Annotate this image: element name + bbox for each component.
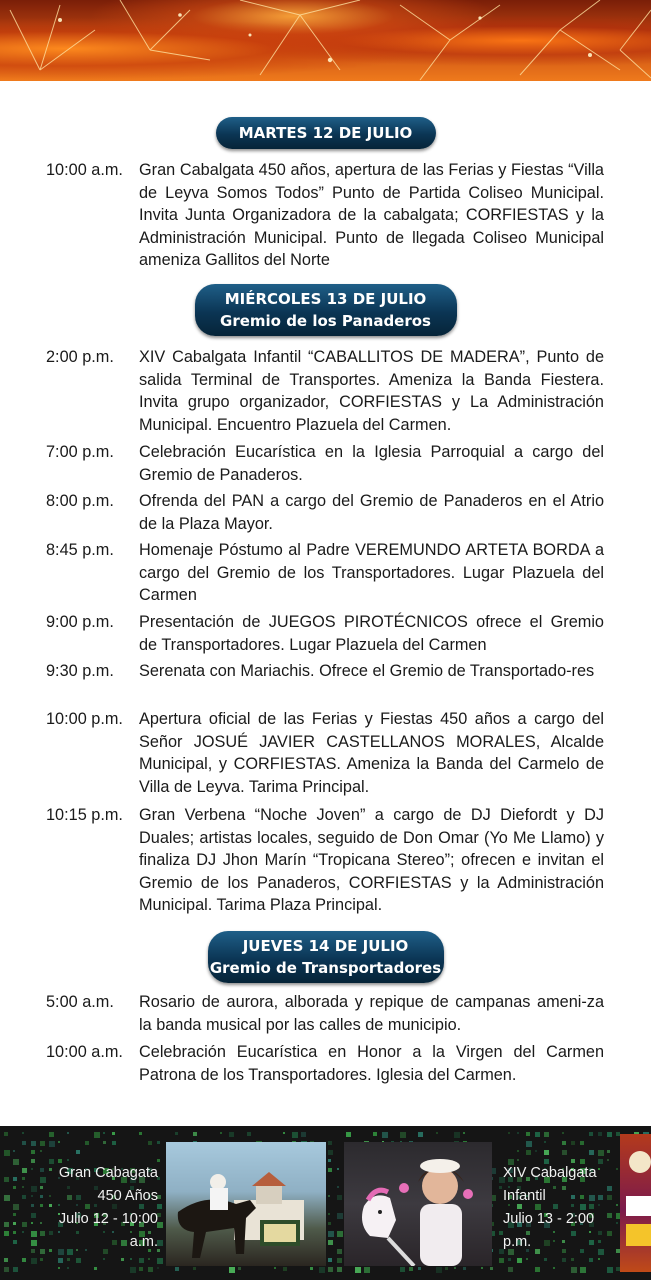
decor-dot: [31, 1231, 37, 1237]
decor-dot: [4, 1231, 9, 1236]
decor-dot: [94, 1267, 97, 1270]
event-description: Apertura oficial de las Ferias y Fiestas 450 años a cargo del Señor JOSUÉ JAVIER CASTELLANOS MORALES, Alcalde Municipal, y CORFIESTAS. Ameniza la Banda del Carmelo de Villa de Leyva. Tarima Principal.: [139, 710, 604, 796]
decor-dot: [400, 1267, 405, 1272]
decor-dot: [4, 1267, 9, 1272]
decor-dot: [31, 1150, 35, 1154]
fireworks-banner: [0, 0, 651, 81]
event-time: 7:00 p.m.: [46, 443, 114, 461]
decor-dot: [13, 1222, 16, 1225]
decor-dot: [616, 1204, 618, 1206]
decor-dot: [580, 1141, 584, 1145]
promo-line: Julio 12 - 10:00 a.m.: [58, 1211, 158, 1250]
decor-dot: [328, 1258, 332, 1262]
decor-dot: [76, 1150, 80, 1154]
decor-dot: [310, 1267, 313, 1270]
schedule-row: [46, 490, 604, 535]
decor-dot: [589, 1132, 593, 1136]
schedule-row: [46, 159, 604, 272]
promo-line: Julio 13 - 2:00 p.m.: [503, 1211, 595, 1250]
decor-dot: [328, 1240, 333, 1245]
decor-dot: [31, 1240, 37, 1246]
decor-dot: [193, 1132, 197, 1136]
event-time: 9:30 p.m.: [46, 662, 114, 680]
day-subtitle: Gremio de los Panaderos: [220, 312, 431, 330]
decor-dot: [616, 1168, 618, 1170]
decor-dot: [562, 1141, 566, 1145]
event-description: Gran Cabalgata 450 años, apertura de las Ferias y Fiestas “Villa de Leyva Somos Todos” Punto de Partida Coliseo Municipal. Invita Junta Organizadora de la cabalgata; CORFIESTAS y la Administración Municipal. Punto de llegada Coliseo Municipal ameniza Gallitos del Norte: [139, 161, 604, 270]
decor-dot: [13, 1204, 19, 1210]
decor-dot: [22, 1258, 26, 1262]
decor-dot: [337, 1168, 339, 1170]
decor-dot: [562, 1258, 566, 1262]
promo-line: 450 Años: [97, 1188, 158, 1204]
decor-dot: [220, 1132, 222, 1134]
decor-dot: [103, 1141, 106, 1144]
photo-horse-rider: [166, 1142, 326, 1266]
decor-dot: [607, 1267, 613, 1273]
decor-dot: [526, 1141, 532, 1147]
decor-dot: [373, 1132, 377, 1136]
decor-dot: [418, 1132, 423, 1137]
decor-dot: [409, 1267, 413, 1271]
decor-dot: [517, 1132, 519, 1134]
decor-dot: [4, 1195, 10, 1201]
decor-dot: [148, 1267, 153, 1272]
promo-strip: [0, 1126, 651, 1280]
decor-dot: [85, 1141, 89, 1145]
decor-dot: [31, 1204, 34, 1207]
decor-dot: [58, 1258, 63, 1263]
event-description: Celebración Eucarística en Honor a la Virgen del Carmen Patrona de los Transportadores. Iglesia del Carmen.: [139, 1043, 604, 1084]
decor-dot: [130, 1258, 132, 1260]
event-time: 10:00 p.m.: [46, 710, 123, 728]
decor-dot: [13, 1213, 16, 1216]
decor-dot: [274, 1267, 276, 1269]
decor-dot: [31, 1213, 36, 1218]
event-description: Presentación de JUEGOS PIROTÉCNICOS ofrece el Gremio de Transportadores. Lugar Plazuela del Carmen: [139, 613, 604, 654]
decor-dot: [337, 1258, 342, 1263]
decor-dot: [535, 1132, 540, 1137]
day-title: MIÉRCOLES 13 DE JULIO: [224, 290, 427, 308]
event-time: 2:00 p.m.: [46, 348, 114, 366]
decor-dot: [13, 1177, 17, 1181]
event-time: 10:15 p.m.: [46, 806, 123, 824]
decor-dot: [571, 1258, 574, 1261]
decor-dot: [175, 1132, 178, 1135]
decor-dot: [337, 1267, 342, 1272]
decor-dot: [67, 1258, 70, 1261]
decor-dot: [616, 1222, 618, 1224]
decor-dot: [526, 1258, 528, 1260]
decor-dot: [31, 1141, 36, 1146]
decor-dot: [328, 1150, 333, 1155]
schedule-row: [46, 991, 604, 1036]
decor-dot: [535, 1267, 540, 1272]
fireworks-sparks: [0, 0, 651, 81]
decor-dot: [31, 1168, 33, 1170]
schedule-row: [46, 660, 604, 683]
decor-dot: [607, 1132, 612, 1137]
decor-dot: [31, 1258, 37, 1264]
decor-dot: [337, 1186, 339, 1188]
decor-dot: [553, 1267, 555, 1269]
decor-dot: [67, 1132, 69, 1134]
poster-edge: [620, 1134, 651, 1272]
decor-dot: [436, 1267, 442, 1273]
decor-dot: [40, 1258, 43, 1261]
event-description: Rosario de aurora, alborada y repique de campanas ameni-za la banda musical por las calles de municipio.: [139, 993, 604, 1034]
day-title: JUEVES 14 DE JULIO: [242, 937, 409, 955]
event-time: 8:00 p.m.: [46, 492, 114, 510]
decor-dot: [571, 1267, 577, 1273]
decor-dot: [31, 1222, 33, 1224]
schedule-row: [46, 441, 604, 486]
event-description: Celebración Eucarística en la Iglesia Parroquial a cargo del Gremio de Panaderos.: [139, 443, 604, 484]
day-header-miercoles: [195, 284, 457, 336]
decor-dot: [76, 1258, 81, 1263]
decor-dot: [13, 1267, 18, 1272]
decor-dot: [562, 1150, 567, 1155]
day-subtitle: Gremio de Transportadores: [209, 959, 442, 977]
event-time: 10:00 a.m.: [46, 161, 123, 179]
decor-dot: [337, 1213, 343, 1219]
decor-dot: [40, 1150, 42, 1152]
decor-dot: [130, 1267, 136, 1273]
decor-dot: [517, 1150, 519, 1152]
schedule-row: [46, 346, 604, 436]
decor-dot: [328, 1231, 334, 1237]
day-title: MARTES 12 DE JULIO: [238, 124, 413, 142]
decor-dot: [67, 1267, 69, 1269]
decor-dot: [49, 1141, 55, 1147]
decor-dot: [103, 1132, 105, 1134]
decor-dot: [355, 1267, 361, 1273]
decor-dot: [4, 1177, 9, 1182]
decor-dot: [607, 1150, 610, 1153]
decor-dot: [499, 1258, 504, 1263]
decor-dot: [526, 1150, 531, 1155]
decor-dot: [31, 1195, 33, 1197]
decor-dot: [13, 1186, 16, 1189]
decor-dot: [328, 1222, 331, 1225]
promo-cabalgata-text: [40, 1162, 158, 1254]
decor-dot: [4, 1132, 8, 1136]
decor-dot: [139, 1132, 142, 1135]
promo-line: Infantil: [503, 1188, 546, 1204]
decor-dot: [148, 1258, 150, 1260]
decor-dot: [463, 1132, 465, 1134]
decor-dot: [22, 1231, 24, 1233]
decor-dot: [13, 1240, 17, 1244]
decor-dot: [328, 1141, 332, 1145]
decor-dot: [580, 1267, 586, 1273]
decor-dot: [517, 1159, 519, 1161]
decor-dot: [562, 1132, 564, 1134]
decor-dot: [346, 1132, 351, 1137]
photo-child-toy-horse: [344, 1142, 492, 1266]
decor-dot: [598, 1258, 600, 1260]
decor-dot: [283, 1132, 285, 1134]
decor-dot: [544, 1258, 547, 1261]
decor-dot: [418, 1267, 421, 1270]
decor-dot: [238, 1267, 241, 1270]
decor-dot: [337, 1249, 342, 1254]
decor-dot: [4, 1258, 8, 1262]
day-header-martes: [216, 117, 436, 149]
decor-dot: [544, 1150, 549, 1155]
decor-dot: [103, 1258, 105, 1260]
decor-dot: [13, 1159, 19, 1165]
decor-dot: [13, 1150, 15, 1152]
decor-dot: [454, 1267, 456, 1269]
decor-dot: [22, 1141, 26, 1145]
event-time: 10:00 a.m.: [46, 1043, 123, 1061]
decor-dot: [175, 1267, 179, 1271]
event-description: Serenata con Mariachis. Ofrece el Gremio de Transportado-res: [139, 662, 595, 680]
schedule-row: [46, 1041, 604, 1086]
decor-dot: [31, 1249, 35, 1253]
decor-dot: [13, 1231, 16, 1234]
decor-dot: [112, 1132, 115, 1135]
schedule-row: [46, 611, 604, 656]
promo-line: Gran Cabagata: [58, 1165, 158, 1181]
decor-dot: [157, 1267, 159, 1269]
event-description: Gran Verbena “Noche Joven” a cargo de DJ Diefordt y DJ Duales; artistas locales, seguido de Don Omar (Yo Me Llamo) y finaliza DJ Jhon Marín “Tropicana Stereo”; ofrecen e invitan el Gremio de los Panaderos, CORFIESTAS y la Administración Municipal. Tarima Plaza Principal.: [139, 806, 604, 915]
decor-dot: [49, 1132, 54, 1137]
decor-dot: [67, 1159, 69, 1161]
decor-dot: [94, 1132, 100, 1138]
decor-dot: [58, 1267, 60, 1269]
decor-dot: [22, 1186, 24, 1188]
decor-dot: [589, 1258, 593, 1262]
decor-dot: [463, 1267, 466, 1270]
decor-dot: [481, 1267, 483, 1269]
decor-dot: [607, 1159, 609, 1161]
decor-dot: [4, 1150, 10, 1156]
decor-dot: [157, 1141, 160, 1144]
decor-dot: [445, 1267, 448, 1270]
schedule-row: [46, 539, 604, 607]
decor-dot: [301, 1132, 306, 1137]
decor-dot: [292, 1132, 298, 1138]
decor-dot: [544, 1132, 549, 1137]
decor-dot: [247, 1132, 251, 1136]
decor-dot: [22, 1177, 25, 1180]
decor-dot: [22, 1132, 24, 1134]
decor-dot: [508, 1267, 513, 1272]
decor-dot: [454, 1132, 460, 1138]
decor-dot: [328, 1195, 330, 1197]
decor-dot: [328, 1267, 333, 1272]
decor-dot: [589, 1150, 594, 1155]
decor-dot: [112, 1141, 116, 1145]
decor-dot: [508, 1258, 511, 1261]
decor-dot: [544, 1141, 546, 1143]
decor-dot: [193, 1267, 196, 1270]
decor-dot: [319, 1267, 325, 1273]
decor-dot: [328, 1213, 330, 1215]
decor-dot: [148, 1141, 152, 1145]
decor-dot: [337, 1195, 342, 1200]
decor-dot: [229, 1132, 234, 1137]
decor-dot: [508, 1132, 510, 1134]
event-time: 8:45 p.m.: [46, 541, 114, 559]
decor-dot: [337, 1231, 343, 1237]
decor-dot: [31, 1159, 35, 1163]
decor-dot: [157, 1258, 163, 1264]
promo-line: XIV Cabalgata: [503, 1165, 597, 1181]
decor-dot: [598, 1132, 602, 1136]
decor-dot: [328, 1168, 332, 1172]
decor-dot: [499, 1186, 502, 1189]
decor-dot: [139, 1267, 143, 1271]
schedule-row: [46, 708, 604, 798]
event-description: Homenaje Póstumo al Padre VEREMUNDO ARTETA BORDA a cargo del Gremio de los Transportadores. Lugar Plazuela del Carmen: [139, 541, 604, 605]
decor-dot: [400, 1132, 406, 1138]
decor-dot: [22, 1195, 26, 1199]
decor-dot: [535, 1150, 537, 1152]
day-header-jueves: [208, 931, 444, 983]
schedule-row: [46, 804, 604, 917]
decor-dot: [139, 1258, 144, 1263]
decor-dot: [571, 1141, 575, 1145]
decor-dot: [58, 1141, 60, 1143]
decor-dot: [121, 1258, 124, 1261]
decor-dot: [22, 1222, 27, 1227]
decor-dot: [4, 1222, 9, 1227]
promo-infantil-text: [503, 1162, 615, 1254]
event-time: 5:00 a.m.: [46, 993, 114, 1011]
event-time: 9:00 p.m.: [46, 613, 114, 631]
event-description: Ofrenda del PAN a cargo del Gremio de Panaderos en el Atrio de la Plaza Mayor.: [139, 492, 604, 533]
decor-dot: [382, 1132, 388, 1138]
decor-dot: [364, 1267, 370, 1273]
decor-dot: [283, 1267, 287, 1271]
event-description: XIV Cabalgata Infantil “CABALLITOS DE MADERA”, Punto de salida Terminal de Transportes. Ameniza la Banda Fiestera. Invita grupo organizador, CORFIESTAS y La Administración Municipal. Encuentro Plazuela del Carmen.: [139, 348, 604, 434]
decor-dot: [490, 1267, 493, 1270]
decor-dot: [22, 1168, 27, 1173]
decor-dot: [436, 1132, 438, 1134]
decor-dot: [31, 1186, 37, 1192]
decor-dot: [229, 1267, 235, 1273]
decor-dot: [328, 1159, 331, 1162]
decor-dot: [598, 1150, 604, 1156]
decor-dot: [40, 1141, 45, 1146]
decor-dot: [526, 1132, 530, 1136]
decor-dot: [517, 1258, 522, 1263]
